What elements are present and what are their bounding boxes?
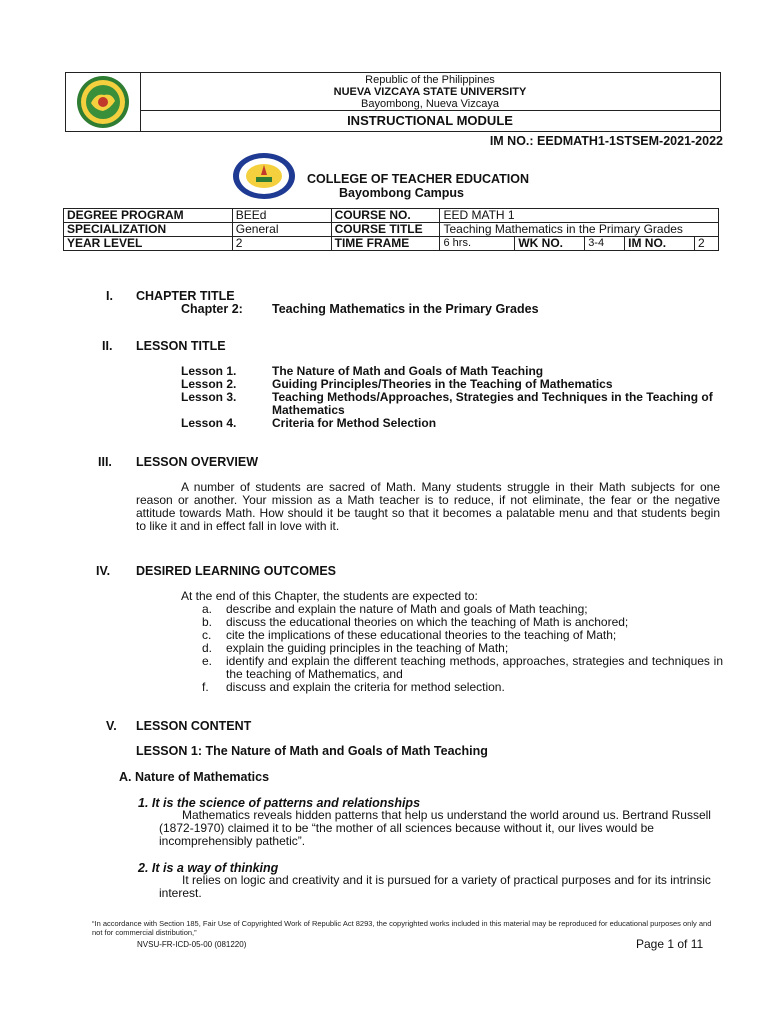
section-5-number: V.	[106, 719, 117, 733]
course-no-value: EED MATH 1	[440, 209, 719, 223]
outcome-letter: e.	[202, 654, 213, 668]
table-row	[64, 209, 719, 223]
time-frame-label: TIME FRAME	[331, 237, 440, 251]
header-republic: Republic of the Philippines	[365, 74, 495, 86]
copyright-note: “In accordance with Section 185, Fair Use of Copyrighted Work of Republic Act 8293, the copyrighted works included in this material may be reproduced for educational purposes only and not for commercial distribution,”	[92, 919, 712, 937]
outcome-letter: a.	[202, 602, 213, 616]
course-title-value: Teaching Mathematics in the Primary Grades	[440, 223, 719, 237]
course-title-label: COURSE TITLE	[331, 223, 440, 237]
outcome-text: cite the implications of these educational theories to the teaching of Math;	[226, 628, 617, 642]
outcome-text: describe and explain the nature of Math and goals of Math teaching;	[226, 602, 588, 616]
university-logo-cell	[66, 73, 141, 131]
week-no-label: WK NO.	[515, 237, 585, 251]
page-number: Page 1 of 11	[636, 937, 704, 951]
module-title: INSTRUCTIONAL MODULE	[347, 113, 513, 128]
college-name: COLLEGE OF TEACHER EDUCATION	[307, 172, 529, 186]
section-3-title: LESSON OVERVIEW	[136, 455, 259, 469]
table-row	[64, 237, 719, 251]
im-no-label: IM NO.	[625, 237, 695, 251]
subsection-a-heading: A. Nature of Mathematics	[119, 770, 270, 784]
item-2-title: 2. It is a way of thinking	[138, 861, 279, 875]
document-header	[65, 72, 721, 132]
section-1-number: I.	[106, 289, 113, 303]
section-1-title: CHAPTER TITLE	[136, 289, 235, 303]
course-info-table	[63, 208, 719, 251]
lesson-1-heading: LESSON 1: The Nature of Math and Goals of Math Teaching	[136, 744, 488, 758]
list-item	[202, 655, 723, 681]
list-item	[181, 417, 721, 430]
time-frame-value: 6 hrs.	[440, 237, 515, 251]
form-code: NVSU-FR-ICD-05-00 (081220)	[137, 940, 247, 949]
chapter-title: Teaching Mathematics in the Primary Grades	[272, 302, 539, 316]
outcome-text: discuss and explain the criteria for method selection.	[226, 680, 505, 694]
outcome-text: identify and explain the different teaching methods, approaches, strategies and techniques in the teaching of Mathematics, and	[226, 654, 723, 681]
course-no-label: COURSE NO.	[331, 209, 440, 223]
year-level-label: YEAR LEVEL	[64, 237, 233, 251]
header-location: Bayombong, Nueva Vizcaya	[361, 98, 499, 110]
im-no-value: 2	[694, 237, 718, 251]
university-seal-icon	[66, 73, 140, 131]
table-row	[64, 223, 719, 237]
lesson-title: The Nature of Math and Goals of Math Teaching	[272, 364, 544, 378]
section-5-title: LESSON CONTENT	[136, 719, 252, 733]
outcome-text: discuss the educational theories on which the teaching of Math is anchored;	[226, 615, 629, 629]
lesson-label: Lesson 3.	[181, 390, 237, 404]
outcome-letter: c.	[202, 628, 212, 642]
college-logo	[231, 151, 297, 206]
degree-value: BEEd	[232, 209, 331, 223]
week-no-value: 3-4	[585, 237, 625, 251]
college-campus: Bayombong Campus	[339, 186, 465, 200]
specialization-value: General	[232, 223, 331, 237]
header-text-cell	[140, 73, 720, 131]
outcome-letter: f.	[202, 680, 209, 694]
section-3-number: III.	[98, 455, 112, 469]
list-item	[181, 391, 721, 417]
lesson-label: Lesson 4.	[181, 416, 237, 430]
item-1-text: Mathematics reveals hidden patterns that help us understand the world around us. Bertrand Russell (1872-1970) claimed it to be “the mother of all sciences because without it, our lives would be incomprehensibly pathetic”.	[159, 808, 711, 848]
outcome-text: explain the guiding principles in the teaching of Math;	[226, 641, 509, 655]
lesson-title: Teaching Methods/Approaches, Strategies and Techniques in the Teaching of Mathematics	[272, 390, 713, 417]
section-2-number: II.	[102, 339, 113, 353]
header-title-block	[140, 74, 720, 110]
section-4-number: IV.	[96, 564, 111, 578]
outcomes-list	[202, 603, 723, 694]
year-level-value: 2	[232, 237, 331, 251]
header-university: NUEVA VIZCAYA STATE UNIVERSITY	[333, 86, 527, 98]
college-seal-icon	[231, 151, 297, 201]
outcome-letter: b.	[202, 615, 213, 629]
item-2-text: It relies on logic and creativity and it is pursued for a variety of practical purposes and for its intrinsic interest.	[159, 873, 711, 900]
item-1-title: 1. It is the science of patterns and relationships	[138, 796, 421, 810]
section-2-title: LESSON TITLE	[136, 339, 226, 353]
outcomes-intro: At the end of this Chapter, the students are expected to:	[181, 589, 478, 603]
degree-label: DEGREE PROGRAM	[64, 209, 233, 223]
lesson-list	[181, 365, 721, 430]
outcome-letter: d.	[202, 641, 213, 655]
im-number: IM NO.: EEDMATH1-1STSEM-2021-2022	[489, 134, 723, 148]
header-divider	[140, 110, 720, 111]
overview-paragraph: A number of students are sacred of Math. Many students struggle in their Math subjects for one reason or another. Your mission as a Math teacher is to reduce, if not eliminate, the fear or the negative attitude towards Math. How should it be taught so that it becomes a palatable menu and that students begin to like it and in effect fall in love with it.	[136, 480, 720, 533]
lesson-label: Lesson 2.	[181, 377, 237, 391]
lesson-title: Guiding Principles/Theories in the Teaching of Mathematics	[272, 377, 613, 391]
section-4-title: DESIRED LEARNING OUTCOMES	[136, 564, 337, 578]
specialization-label: SPECIALIZATION	[64, 223, 233, 237]
list-item	[202, 681, 723, 694]
lesson-title: Criteria for Method Selection	[272, 416, 437, 430]
college-block	[307, 172, 529, 200]
lesson-label: Lesson 1.	[181, 364, 237, 378]
chapter-label: Chapter 2:	[181, 302, 243, 316]
